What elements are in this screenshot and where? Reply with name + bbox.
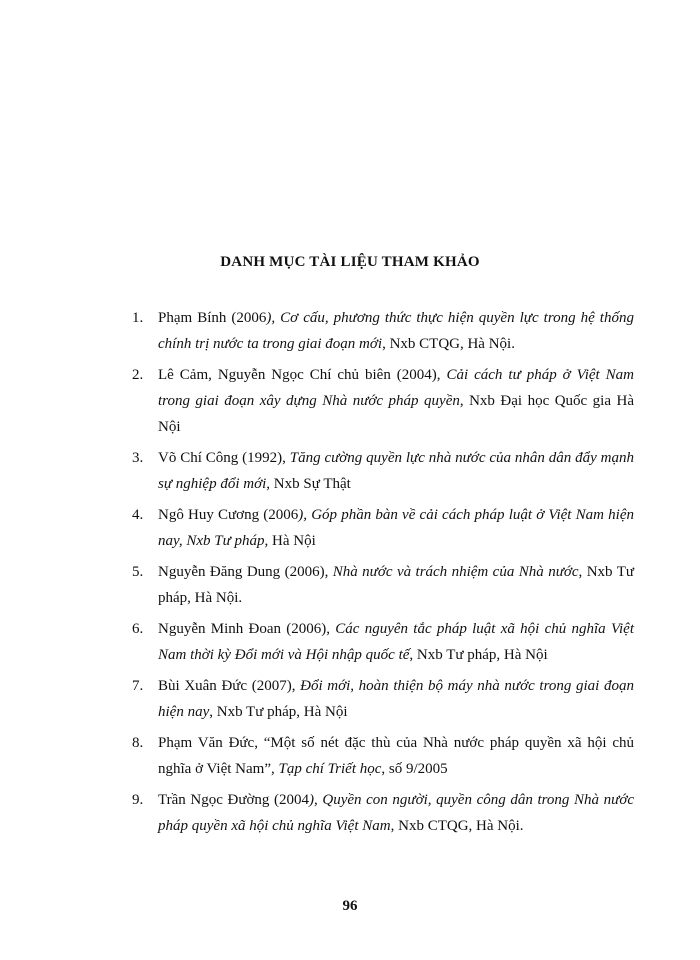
- reference-author: Phạm Bính (2006: [158, 310, 267, 326]
- reference-item: [132, 305, 634, 357]
- reference-number: 1.: [132, 310, 144, 326]
- reference-item: [132, 673, 634, 725]
- reference-publisher: , Nxb Tư pháp, Hà Nội: [409, 647, 548, 663]
- reference-author: Lê Cảm, Nguyễn Ngọc Chí chủ biên (2004),: [158, 367, 447, 383]
- reference-item: [132, 559, 634, 611]
- reference-work-title: ), Cơ cấu, phương thức thực hiện quyền lực trong hệ thống chính trị nước ta trong giai đoạn mới: [158, 310, 634, 352]
- reference-work-title: Đổi mới, hoàn thiện bộ máy nhà nước trong giai đoạn hiện nay: [158, 678, 634, 720]
- page-title: DANH MỤC TÀI LIỆU THAM KHẢO: [220, 254, 480, 270]
- reference-author: Ngô Huy Cương (2006: [158, 507, 299, 523]
- reference-work-title: Tạp chí Triết học: [278, 761, 382, 777]
- reference-author: Bùi Xuân Đức (2007),: [158, 678, 301, 694]
- reference-item: [132, 730, 634, 782]
- reference-item: [132, 616, 634, 668]
- reference-work-title: Cải cách tư pháp ở Việt Nam trong giai đoạn xây dựng Nhà nước pháp quyền: [158, 367, 634, 409]
- reference-author: Võ Chí Công (1992),: [158, 450, 290, 466]
- reference-work-title: ), Quyền con người, quyền công dân trong Nhà nước pháp quyền xã hội chủ nghĩa Việt Nam: [158, 792, 634, 834]
- reference-publisher: , Nxb Đại học Quốc gia Hà Nội: [158, 393, 634, 435]
- reference-work-title: Nhà nước và trách nhiệm của Nhà nước: [332, 564, 579, 580]
- reference-number: 9.: [132, 792, 144, 808]
- reference-item: [132, 787, 634, 839]
- reference-number: 5.: [132, 564, 144, 580]
- reference-work-title: Các nguyên tắc pháp luật xã hội chủ nghĩa Việt Nam thời kỳ Đổi mới và Hội nhập quốc tế: [158, 621, 634, 663]
- reference-publisher: , Nxb CTQG, Hà Nội.: [390, 818, 524, 834]
- reference-number: 4.: [132, 507, 144, 523]
- reference-item: [132, 362, 634, 440]
- reference-item: [132, 502, 634, 554]
- reference-number: 8.: [132, 735, 144, 751]
- reference-number: 7.: [132, 678, 144, 694]
- reference-work-title: Tăng cường quyền lực nhà nước của nhân dân đẩy mạnh sự nghiệp đổi mới: [158, 450, 634, 492]
- reference-item: [132, 445, 634, 497]
- reference-number: 6.: [132, 621, 144, 637]
- reference-publisher: , Hà Nội: [264, 533, 316, 549]
- reference-author: Trần Ngọc Đường (2004: [158, 792, 310, 808]
- reference-number: 3.: [132, 450, 144, 466]
- reference-publisher: , Nxb Tư pháp, Hà Nội.: [158, 564, 634, 606]
- reference-publisher: , Nxb CTQG, Hà Nội.: [382, 336, 515, 352]
- reference-author: Nguyễn Minh Đoan (2006),: [158, 621, 336, 637]
- reference-author: Nguyễn Đăng Dung (2006),: [158, 564, 333, 580]
- reference-author: Phạm Văn Đức, “Một số nét đặc thù của Nhà nước pháp quyền xã hội chủ nghĩa ở Việt Nam”,: [158, 735, 634, 777]
- reference-publisher: , Nxb Sự Thật: [266, 476, 351, 492]
- reference-publisher: , Nxb Tư pháp, Hà Nội: [209, 704, 348, 720]
- reference-publisher: , số 9/2005: [381, 761, 448, 777]
- reference-number: 2.: [132, 367, 144, 383]
- reference-work-title: ), Góp phần bàn về cải cách pháp luật ở Việt Nam hiện nay, Nxb Tư pháp: [158, 507, 634, 549]
- page-number: 96: [342, 898, 358, 914]
- reference-list: [132, 305, 634, 844]
